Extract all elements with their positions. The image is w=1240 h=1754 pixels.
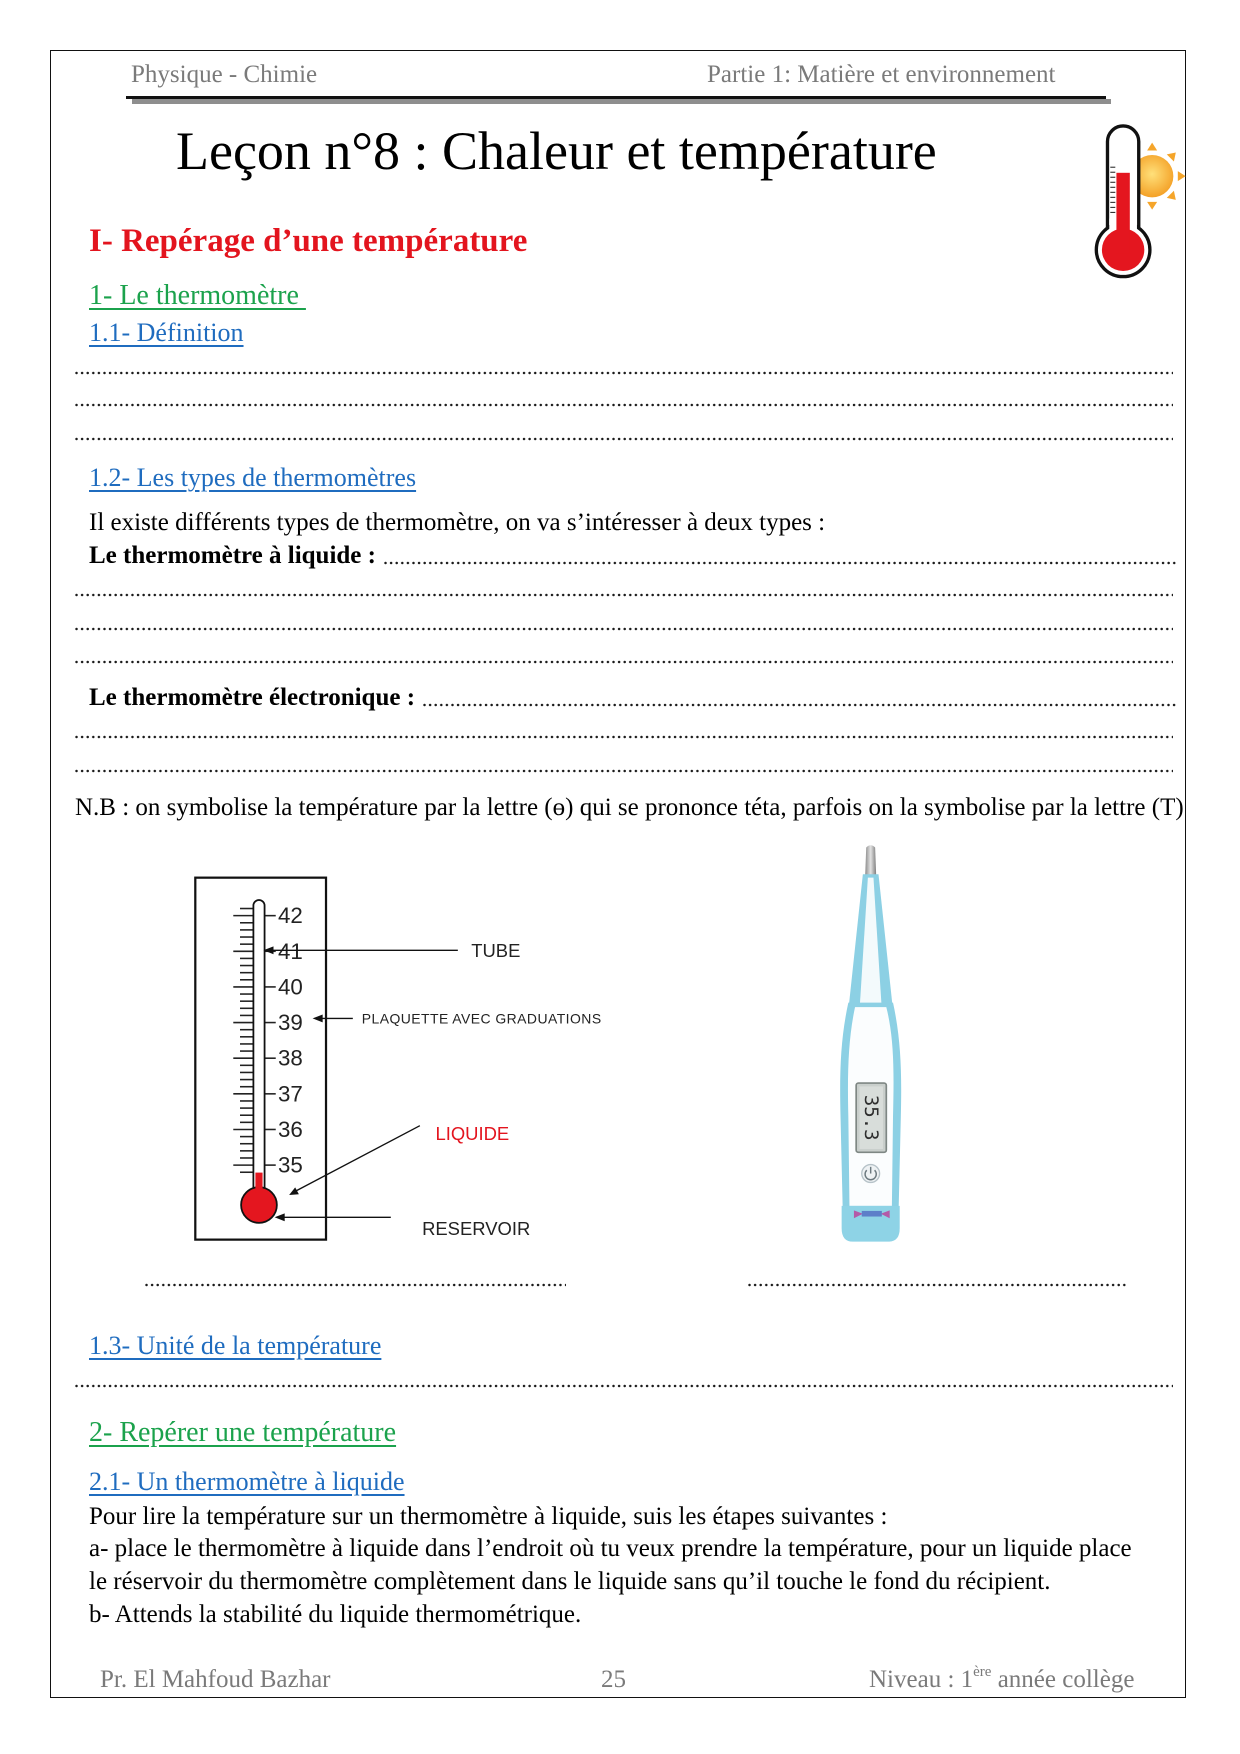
footer-author: Pr. El Mahfoud Bazhar: [100, 1666, 331, 1693]
answer-line: [75, 660, 1173, 664]
answer-line: [75, 437, 1173, 441]
scale-value: 39: [277, 1010, 303, 1036]
scale-value: 42: [277, 903, 303, 929]
thermometer-sun-icon: [1056, 117, 1188, 290]
label-plate: PLAQUETTE AVEC GRADUATIONS: [361, 1010, 602, 1027]
page-title: Leçon n°8 : Chaleur et température: [176, 121, 937, 181]
digital-thermometer-icon: [827, 843, 911, 1245]
types-intro: Il existe différents types de thermomètre, on va s’intéresser à deux types :: [89, 509, 826, 536]
caption-blank: [748, 1283, 1128, 1287]
scale-value: 40: [277, 974, 303, 1000]
scale-value: 41: [277, 938, 303, 964]
header-rule-shadow: [132, 99, 1111, 104]
answer-line: [75, 735, 1173, 739]
subsection-heading-reading: 2- Repérer une température: [89, 1417, 397, 1448]
reading-intro: Pour lire la température sur un thermomètre à liquide, suis les étapes suivantes :: [89, 1503, 888, 1530]
section-heading: I- Repérage d’une température: [89, 223, 528, 259]
subsection-heading-thermometer: 1- Le thermomètre: [89, 280, 306, 311]
lcd-reading: 35.3: [860, 1094, 883, 1141]
liquid-thermometer-diagram: [78, 843, 631, 1262]
reading-step: le réservoir du thermomètre complètement dans le liquide sans qu’il touche le fond du récipient.: [89, 1568, 1051, 1595]
scale-value: 38: [277, 1045, 303, 1071]
scale-value: 35: [277, 1152, 303, 1178]
reading-step: a- place le thermomètre à liquide dans l’endroit où tu veux prendre la température, pour un liquide place: [89, 1535, 1132, 1562]
plate-callout: [313, 1010, 602, 1026]
level-superscript: ère: [973, 1663, 992, 1680]
types-heading: 1.2- Les types de thermomètres: [89, 463, 417, 492]
definition-heading: 1.1- Définition: [89, 318, 244, 347]
page-number: 25: [601, 1666, 626, 1693]
scale-value: 36: [277, 1116, 303, 1142]
reading-subheading: 2.1- Un thermomètre à liquide: [89, 1467, 405, 1496]
caption-blank: [145, 1283, 566, 1287]
scale-value: 37: [277, 1081, 303, 1107]
answer-line: [75, 1384, 1173, 1388]
header-subject: Physique - Chimie: [131, 61, 318, 88]
level-prefix: Niveau : 1: [869, 1666, 974, 1693]
electronic-thermometer-label: Le thermomètre électronique :: [89, 684, 416, 711]
note-text: N.B : on symbolise la température par la lettre (ɵ) qui se prononce téta, parfois on la symbolise par la lettre (T): [75, 794, 1184, 821]
answer-line: [75, 371, 1173, 375]
label-tube: TUBE: [471, 939, 521, 961]
thermometer-icon: [1096, 126, 1150, 277]
liquid-thermometer-row: [89, 540, 1176, 572]
level-suffix: année collège: [991, 1666, 1135, 1693]
liquid-thermometer-label: Le thermomètre à liquide :: [89, 542, 376, 569]
answer-line: [384, 561, 1176, 565]
tube: [253, 900, 264, 1193]
liquid-column: [255, 1173, 262, 1193]
electronic-thermometer-row: [89, 682, 1176, 714]
header-part: Partie 1: Matière et environnement: [707, 61, 1056, 88]
answer-line: [75, 627, 1173, 631]
unit-heading: 1.3- Unité de la température: [89, 1331, 382, 1360]
answer-line: [75, 769, 1173, 773]
answer-line: [423, 703, 1176, 707]
metal-tip: [865, 845, 876, 877]
answer-line: [75, 593, 1173, 597]
footer-level: [869, 1665, 1134, 1695]
label-reservoir: RESERVOIR: [422, 1217, 531, 1239]
label-liquid: LIQUIDE: [435, 1122, 510, 1144]
header-rule: [126, 96, 1106, 99]
answer-line: [75, 403, 1173, 407]
reading-step: b- Attends la stabilité du liquide thermométrique.: [89, 1601, 582, 1628]
